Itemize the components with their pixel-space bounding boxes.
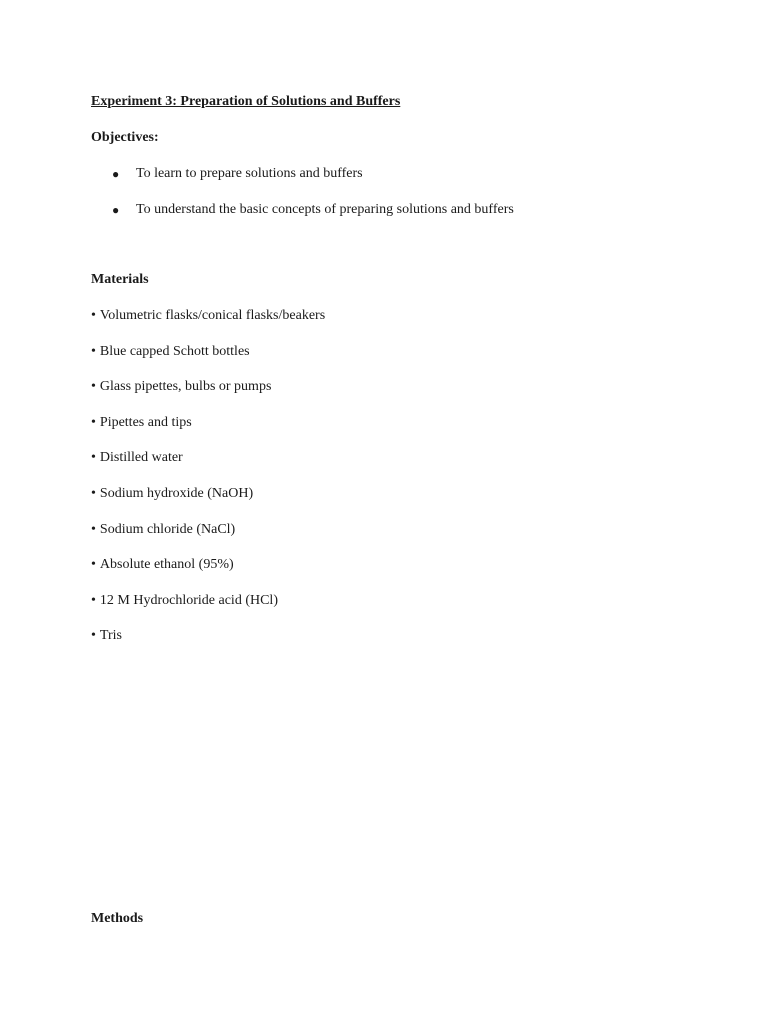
list-item bbox=[112, 166, 514, 202]
material-text: Sodium hydroxide (NaOH) bbox=[99, 485, 254, 501]
material-text: Glass pipettes, bulbs or pumps bbox=[99, 379, 272, 395]
objectives-heading: Objectives: bbox=[91, 130, 159, 145]
material-text: Absolute ethanol (95%) bbox=[99, 557, 234, 573]
list-item bbox=[91, 450, 325, 486]
objective-text: To understand the basic concepts of preparing solutions and buffers bbox=[136, 201, 514, 217]
material-text: Sodium chloride (NaCl) bbox=[99, 521, 236, 537]
list-item bbox=[91, 344, 325, 380]
document-title: Experiment 3: Preparation of Solutions and Buffers bbox=[91, 94, 401, 109]
material-text: 12 M Hydrochloride acid (HCl) bbox=[99, 592, 278, 608]
material-text: Pipettes and tips bbox=[99, 414, 192, 430]
objective-text: To learn to prepare solutions and buffers bbox=[136, 166, 363, 181]
bullet-icon: • bbox=[91, 343, 96, 359]
materials-heading: Materials bbox=[91, 272, 149, 287]
list-item bbox=[91, 522, 325, 558]
bullet-icon: • bbox=[91, 308, 96, 323]
material-text: Blue capped Schott bottles bbox=[99, 343, 250, 359]
bullet-icon: • bbox=[91, 450, 96, 466]
objectives-list bbox=[112, 166, 514, 237]
material-text: Distilled water bbox=[99, 450, 183, 466]
bullet-icon: • bbox=[91, 521, 96, 537]
bullet-icon: • bbox=[91, 485, 96, 501]
list-item bbox=[91, 415, 325, 451]
bullet-icon: • bbox=[91, 557, 96, 573]
bullet-icon: • bbox=[91, 379, 96, 395]
material-text: Volumetric flasks/conical flasks/beakers bbox=[99, 308, 326, 323]
bullet-icon: ● bbox=[112, 167, 120, 181]
list-item bbox=[91, 557, 325, 593]
bullet-icon: • bbox=[91, 414, 96, 430]
list-item bbox=[91, 593, 325, 629]
bullet-icon: • bbox=[91, 628, 96, 644]
bullet-icon: • bbox=[91, 592, 96, 608]
list-item bbox=[91, 486, 325, 522]
list-item bbox=[91, 628, 325, 664]
methods-heading: Methods bbox=[91, 911, 144, 926]
material-text: Tris bbox=[99, 628, 122, 644]
materials-list bbox=[91, 308, 325, 664]
bullet-icon: ● bbox=[112, 202, 120, 217]
list-item bbox=[91, 379, 325, 415]
list-item bbox=[112, 202, 514, 238]
list-item bbox=[91, 308, 325, 344]
